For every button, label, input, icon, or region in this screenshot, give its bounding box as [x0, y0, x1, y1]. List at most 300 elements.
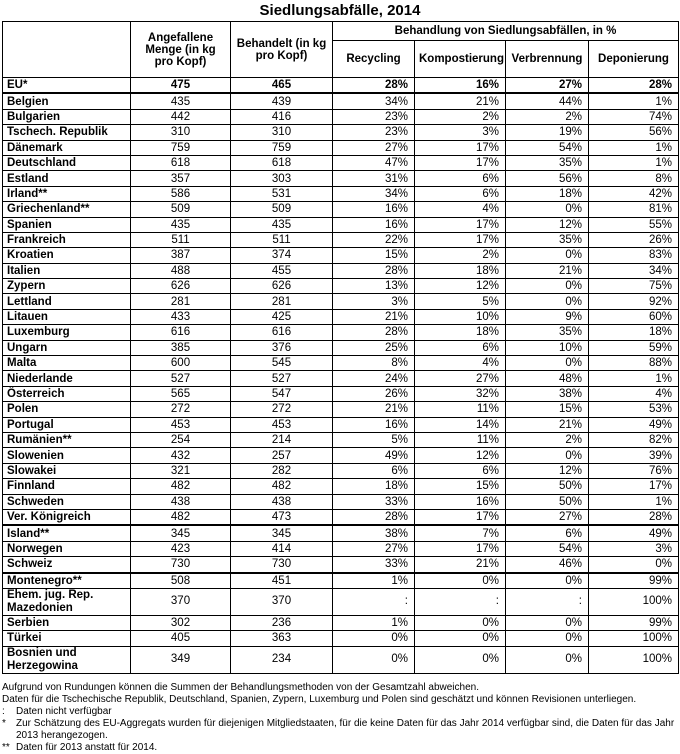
cell-deponierung: 99%: [589, 573, 679, 589]
cell-verbrennung: 12%: [506, 217, 589, 232]
cell-country: Finnland: [3, 479, 131, 494]
header-angefallen: Angefallene Menge (in kg pro Kopf): [131, 22, 231, 78]
cell-angefallen: 482: [131, 479, 231, 494]
cell-behandelt: 416: [231, 109, 333, 124]
cell-kompostierung: 4%: [415, 356, 506, 371]
cell-kompostierung: 17%: [415, 232, 506, 247]
cell-angefallen: 565: [131, 386, 231, 401]
cell-angefallen: 345: [131, 525, 231, 541]
cell-recycling: 24%: [333, 371, 415, 386]
cell-kompostierung: 21%: [415, 93, 506, 109]
cell-angefallen: 310: [131, 125, 231, 140]
cell-recycling: 34%: [333, 186, 415, 201]
cell-kompostierung: 18%: [415, 325, 506, 340]
table-row: [3, 463, 679, 478]
header-deponierung: Deponierung: [589, 41, 679, 78]
cell-verbrennung: 0%: [506, 631, 589, 646]
cell-country: Zypern: [3, 279, 131, 294]
table-row: [3, 386, 679, 401]
cell-deponierung: 1%: [589, 93, 679, 109]
header-group: Behandlung von Siedlungsabfällen, in %: [333, 22, 679, 41]
table-row: [3, 479, 679, 494]
cell-angefallen: 511: [131, 232, 231, 247]
cell-recycling: 34%: [333, 93, 415, 109]
cell-angefallen: 438: [131, 494, 231, 509]
cell-kompostierung: 0%: [415, 573, 506, 589]
cell-verbrennung: 0%: [506, 615, 589, 630]
cell-kompostierung: 17%: [415, 509, 506, 525]
cell-behandelt: 425: [231, 309, 333, 324]
cell-kompostierung: :: [415, 588, 506, 615]
cell-verbrennung: 44%: [506, 93, 589, 109]
cell-country: Bosnien und Herzegowina: [3, 646, 131, 673]
cell-recycling: 21%: [333, 309, 415, 324]
table-row: [3, 248, 679, 263]
cell-kompostierung: 27%: [415, 371, 506, 386]
cell-deponierung: 0%: [589, 557, 679, 573]
cell-kompostierung: 12%: [415, 279, 506, 294]
cell-angefallen: 508: [131, 573, 231, 589]
cell-recycling: 28%: [333, 509, 415, 525]
cell-kompostierung: 16%: [415, 494, 506, 509]
table-row: [3, 125, 679, 140]
cell-verbrennung: 35%: [506, 325, 589, 340]
cell-recycling: 28%: [333, 325, 415, 340]
cell-deponierung: 92%: [589, 294, 679, 309]
cell-recycling: 18%: [333, 479, 415, 494]
note-symbol: **: [2, 741, 10, 753]
cell-verbrennung: 10%: [506, 340, 589, 355]
cell-country: Griechenland**: [3, 202, 131, 217]
cell-verbrennung: 56%: [506, 171, 589, 186]
cell-verbrennung: 35%: [506, 155, 589, 170]
table-row: [3, 509, 679, 525]
cell-behandelt: 374: [231, 248, 333, 263]
cell-recycling: 1%: [333, 615, 415, 630]
header-behandelt: Behandelt (in kg pro Kopf): [231, 22, 333, 78]
cell-verbrennung: 0%: [506, 202, 589, 217]
cell-verbrennung: 50%: [506, 479, 589, 494]
cell-country: Montenegro**: [3, 573, 131, 589]
cell-deponierung: 100%: [589, 631, 679, 646]
cell-country: Malta: [3, 356, 131, 371]
note-not-available: Daten nicht verfügbar: [16, 705, 112, 717]
cell-recycling: :: [333, 588, 415, 615]
cell-behandelt: 310: [231, 125, 333, 140]
cell-deponierung: 28%: [589, 78, 679, 94]
cell-country: Italien: [3, 263, 131, 278]
cell-angefallen: 730: [131, 557, 231, 573]
cell-deponierung: 28%: [589, 509, 679, 525]
cell-recycling: 25%: [333, 340, 415, 355]
cell-kompostierung: 14%: [415, 417, 506, 432]
cell-deponierung: 1%: [589, 140, 679, 155]
cell-angefallen: 254: [131, 432, 231, 447]
cell-verbrennung: 0%: [506, 248, 589, 263]
table-row: [3, 448, 679, 463]
cell-verbrennung: 27%: [506, 78, 589, 94]
table-row: [3, 573, 679, 589]
cell-verbrennung: 35%: [506, 232, 589, 247]
cell-recycling: 33%: [333, 557, 415, 573]
cell-verbrennung: 0%: [506, 573, 589, 589]
cell-angefallen: 405: [131, 631, 231, 646]
cell-behandelt: 281: [231, 294, 333, 309]
cell-recycling: 16%: [333, 417, 415, 432]
cell-country: Bulgarien: [3, 109, 131, 124]
cell-angefallen: 435: [131, 93, 231, 109]
cell-behandelt: 257: [231, 448, 333, 463]
table-row: [3, 109, 679, 124]
cell-angefallen: 387: [131, 248, 231, 263]
cell-deponierung: 42%: [589, 186, 679, 201]
cell-recycling: 0%: [333, 646, 415, 673]
cell-kompostierung: 18%: [415, 263, 506, 278]
cell-recycling: 47%: [333, 155, 415, 170]
table-row: [3, 171, 679, 186]
cell-deponierung: 99%: [589, 615, 679, 630]
cell-country: Deutschland: [3, 155, 131, 170]
cell-verbrennung: 12%: [506, 463, 589, 478]
cell-angefallen: 488: [131, 263, 231, 278]
table-row: [3, 325, 679, 340]
cell-deponierung: 18%: [589, 325, 679, 340]
table-row: [3, 356, 679, 371]
cell-recycling: 28%: [333, 263, 415, 278]
cell-angefallen: 281: [131, 294, 231, 309]
cell-kompostierung: 12%: [415, 448, 506, 463]
cell-verbrennung: 2%: [506, 432, 589, 447]
cell-angefallen: 321: [131, 463, 231, 478]
cell-recycling: 16%: [333, 217, 415, 232]
cell-verbrennung: 54%: [506, 140, 589, 155]
cell-deponierung: 75%: [589, 279, 679, 294]
cell-angefallen: 626: [131, 279, 231, 294]
cell-country: Norwegen: [3, 541, 131, 556]
cell-country: Schweden: [3, 494, 131, 509]
cell-angefallen: 586: [131, 186, 231, 201]
cell-behandelt: 451: [231, 573, 333, 589]
cell-country: Niederlande: [3, 371, 131, 386]
cell-deponierung: 4%: [589, 386, 679, 401]
cell-deponierung: 1%: [589, 155, 679, 170]
cell-angefallen: 442: [131, 109, 231, 124]
cell-kompostierung: 32%: [415, 386, 506, 401]
cell-behandelt: 482: [231, 479, 333, 494]
cell-angefallen: 482: [131, 509, 231, 525]
cell-behandelt: 545: [231, 356, 333, 371]
cell-deponierung: 74%: [589, 109, 679, 124]
cell-recycling: 5%: [333, 432, 415, 447]
cell-kompostierung: 6%: [415, 463, 506, 478]
cell-recycling: 33%: [333, 494, 415, 509]
cell-deponierung: 49%: [589, 525, 679, 541]
cell-verbrennung: 9%: [506, 309, 589, 324]
table-row: [3, 202, 679, 217]
cell-kompostierung: 2%: [415, 248, 506, 263]
cell-angefallen: 370: [131, 588, 231, 615]
cell-kompostierung: 11%: [415, 432, 506, 447]
cell-behandelt: 438: [231, 494, 333, 509]
table-row: [3, 155, 679, 170]
cell-country: Spanien: [3, 217, 131, 232]
cell-country: Rumänien**: [3, 432, 131, 447]
cell-behandelt: 363: [231, 631, 333, 646]
cell-deponierung: 3%: [589, 541, 679, 556]
cell-behandelt: 473: [231, 509, 333, 525]
cell-kompostierung: 17%: [415, 155, 506, 170]
cell-verbrennung: 0%: [506, 646, 589, 673]
header-kompostierung: Kompostierung: [415, 41, 506, 78]
cell-verbrennung: 54%: [506, 541, 589, 556]
cell-country: Lettland: [3, 294, 131, 309]
cell-kompostierung: 10%: [415, 309, 506, 324]
table-body: [3, 78, 679, 674]
cell-deponierung: 83%: [589, 248, 679, 263]
note-symbol: :: [2, 705, 5, 717]
cell-kompostierung: 17%: [415, 217, 506, 232]
cell-kompostierung: 7%: [415, 525, 506, 541]
table-row: [3, 417, 679, 432]
cell-deponierung: 39%: [589, 448, 679, 463]
cell-kompostierung: 17%: [415, 541, 506, 556]
cell-country: Ungarn: [3, 340, 131, 355]
cell-kompostierung: 15%: [415, 479, 506, 494]
cell-deponierung: 100%: [589, 588, 679, 615]
cell-kompostierung: 3%: [415, 125, 506, 140]
cell-deponierung: 26%: [589, 232, 679, 247]
cell-kompostierung: 0%: [415, 631, 506, 646]
cell-recycling: 49%: [333, 448, 415, 463]
cell-angefallen: 475: [131, 78, 231, 94]
cell-behandelt: 370: [231, 588, 333, 615]
cell-deponierung: 100%: [589, 646, 679, 673]
cell-angefallen: 618: [131, 155, 231, 170]
cell-verbrennung: 0%: [506, 448, 589, 463]
table-row: [3, 432, 679, 447]
cell-behandelt: 531: [231, 186, 333, 201]
cell-behandelt: 453: [231, 417, 333, 432]
cell-recycling: 26%: [333, 386, 415, 401]
cell-deponierung: 34%: [589, 263, 679, 278]
cell-deponierung: 1%: [589, 494, 679, 509]
cell-angefallen: 433: [131, 309, 231, 324]
cell-country: Estland: [3, 171, 131, 186]
cell-country: Dänemark: [3, 140, 131, 155]
cell-country: Luxemburg: [3, 325, 131, 340]
cell-angefallen: 272: [131, 402, 231, 417]
cell-country: Litauen: [3, 309, 131, 324]
cell-recycling: 23%: [333, 109, 415, 124]
cell-verbrennung: :: [506, 588, 589, 615]
cell-behandelt: 730: [231, 557, 333, 573]
cell-behandelt: 214: [231, 432, 333, 447]
cell-angefallen: 349: [131, 646, 231, 673]
cell-country: Tschech. Republik: [3, 125, 131, 140]
table-row: [3, 371, 679, 386]
cell-angefallen: 759: [131, 140, 231, 155]
table-row: [3, 232, 679, 247]
cell-behandelt: 345: [231, 525, 333, 541]
table-row: [3, 140, 679, 155]
cell-recycling: 16%: [333, 202, 415, 217]
cell-recycling: 31%: [333, 171, 415, 186]
cell-behandelt: 439: [231, 93, 333, 109]
cell-country: Irland**: [3, 186, 131, 201]
cell-verbrennung: 15%: [506, 402, 589, 417]
cell-behandelt: 414: [231, 541, 333, 556]
cell-country: Portugal: [3, 417, 131, 432]
table-row: [3, 525, 679, 541]
cell-recycling: 21%: [333, 402, 415, 417]
cell-angefallen: 616: [131, 325, 231, 340]
table-row: [3, 93, 679, 109]
cell-angefallen: 423: [131, 541, 231, 556]
cell-verbrennung: 21%: [506, 263, 589, 278]
table-row: [3, 494, 679, 509]
cell-kompostierung: 5%: [415, 294, 506, 309]
cell-behandelt: 527: [231, 371, 333, 386]
table-row: [3, 309, 679, 324]
note-estimated: Daten für die Tschechische Republik, Deutschland, Spanien, Zypern, Luxemburg und Polen sind geschätzt und können Revisionen unterliegen.: [2, 693, 637, 705]
cell-behandelt: 272: [231, 402, 333, 417]
cell-kompostierung: 0%: [415, 615, 506, 630]
cell-behandelt: 547: [231, 386, 333, 401]
table-row: [3, 263, 679, 278]
cell-verbrennung: 19%: [506, 125, 589, 140]
note-symbol: *: [2, 717, 6, 729]
cell-angefallen: 527: [131, 371, 231, 386]
cell-behandelt: 626: [231, 279, 333, 294]
cell-recycling: 23%: [333, 125, 415, 140]
cell-country: Türkei: [3, 631, 131, 646]
table-row: [3, 402, 679, 417]
cell-country: Slowenien: [3, 448, 131, 463]
cell-kompostierung: 2%: [415, 109, 506, 124]
cell-deponierung: 1%: [589, 371, 679, 386]
cell-kompostierung: 0%: [415, 646, 506, 673]
note-2013-data: Daten für 2013 anstatt für 2014.: [16, 741, 158, 753]
cell-country: Ver. Königreich: [3, 509, 131, 525]
cell-kompostierung: 11%: [415, 402, 506, 417]
cell-kompostierung: 6%: [415, 340, 506, 355]
cell-angefallen: 509: [131, 202, 231, 217]
cell-deponierung: 76%: [589, 463, 679, 478]
table-row: [3, 217, 679, 232]
cell-deponierung: 82%: [589, 432, 679, 447]
cell-deponierung: 17%: [589, 479, 679, 494]
cell-verbrennung: 46%: [506, 557, 589, 573]
cell-angefallen: 453: [131, 417, 231, 432]
table-row: [3, 615, 679, 630]
header-country: [3, 22, 131, 78]
cell-deponierung: 49%: [589, 417, 679, 432]
cell-angefallen: 357: [131, 171, 231, 186]
cell-kompostierung: 21%: [415, 557, 506, 573]
table-row: [3, 340, 679, 355]
cell-behandelt: 234: [231, 646, 333, 673]
cell-deponierung: 81%: [589, 202, 679, 217]
cell-recycling: 15%: [333, 248, 415, 263]
cell-angefallen: 432: [131, 448, 231, 463]
cell-country: Schweiz: [3, 557, 131, 573]
cell-verbrennung: 0%: [506, 294, 589, 309]
cell-verbrennung: 2%: [506, 109, 589, 124]
cell-recycling: 8%: [333, 356, 415, 371]
cell-recycling: 6%: [333, 463, 415, 478]
cell-country: Island**: [3, 525, 131, 541]
waste-table: [2, 21, 679, 674]
cell-verbrennung: 0%: [506, 279, 589, 294]
cell-country: Ehem. jug. Rep. Mazedonien: [3, 588, 131, 615]
table-row: [3, 541, 679, 556]
cell-deponierung: 56%: [589, 125, 679, 140]
cell-verbrennung: 50%: [506, 494, 589, 509]
cell-deponierung: 88%: [589, 356, 679, 371]
cell-country: EU*: [3, 78, 131, 94]
cell-behandelt: 236: [231, 615, 333, 630]
cell-verbrennung: 18%: [506, 186, 589, 201]
page-title: Siedlungsabfälle, 2014: [259, 2, 421, 19]
table-row: [3, 294, 679, 309]
cell-behandelt: 303: [231, 171, 333, 186]
cell-behandelt: 376: [231, 340, 333, 355]
cell-deponierung: 60%: [589, 309, 679, 324]
footnotes: [2, 682, 678, 754]
cell-country: Kroatien: [3, 248, 131, 263]
cell-recycling: 13%: [333, 279, 415, 294]
cell-verbrennung: 0%: [506, 356, 589, 371]
table-row: [3, 186, 679, 201]
cell-recycling: 28%: [333, 78, 415, 94]
cell-recycling: 1%: [333, 573, 415, 589]
header-recycling: Recycling: [333, 41, 415, 78]
cell-kompostierung: 4%: [415, 202, 506, 217]
cell-deponierung: 53%: [589, 402, 679, 417]
table-row: [3, 78, 679, 94]
cell-behandelt: 465: [231, 78, 333, 94]
cell-verbrennung: 21%: [506, 417, 589, 432]
cell-recycling: 27%: [333, 541, 415, 556]
cell-behandelt: 435: [231, 217, 333, 232]
table-row: [3, 631, 679, 646]
cell-country: Österreich: [3, 386, 131, 401]
cell-angefallen: 435: [131, 217, 231, 232]
cell-verbrennung: 6%: [506, 525, 589, 541]
cell-country: Belgien: [3, 93, 131, 109]
cell-angefallen: 302: [131, 615, 231, 630]
cell-recycling: 38%: [333, 525, 415, 541]
cell-recycling: 3%: [333, 294, 415, 309]
table-row: [3, 588, 679, 615]
note-eu-aggregate: Zur Schätzung des EU-Aggregats wurden für diejenigen Mitgliedstaaten, für die keine Daten für das Jahr 2014 verfügbar sind, die Daten für das Jahr 2013 herangezogen.: [16, 717, 675, 741]
cell-verbrennung: 27%: [506, 509, 589, 525]
cell-country: Polen: [3, 402, 131, 417]
cell-deponierung: 8%: [589, 171, 679, 186]
cell-behandelt: 511: [231, 232, 333, 247]
cell-country: Frankreich: [3, 232, 131, 247]
cell-recycling: 0%: [333, 631, 415, 646]
cell-kompostierung: 17%: [415, 140, 506, 155]
cell-verbrennung: 48%: [506, 371, 589, 386]
cell-kompostierung: 16%: [415, 78, 506, 94]
cell-behandelt: 509: [231, 202, 333, 217]
cell-behandelt: 616: [231, 325, 333, 340]
header-verbrennung: Verbrennung: [506, 41, 589, 78]
cell-deponierung: 55%: [589, 217, 679, 232]
cell-angefallen: 385: [131, 340, 231, 355]
cell-behandelt: 618: [231, 155, 333, 170]
